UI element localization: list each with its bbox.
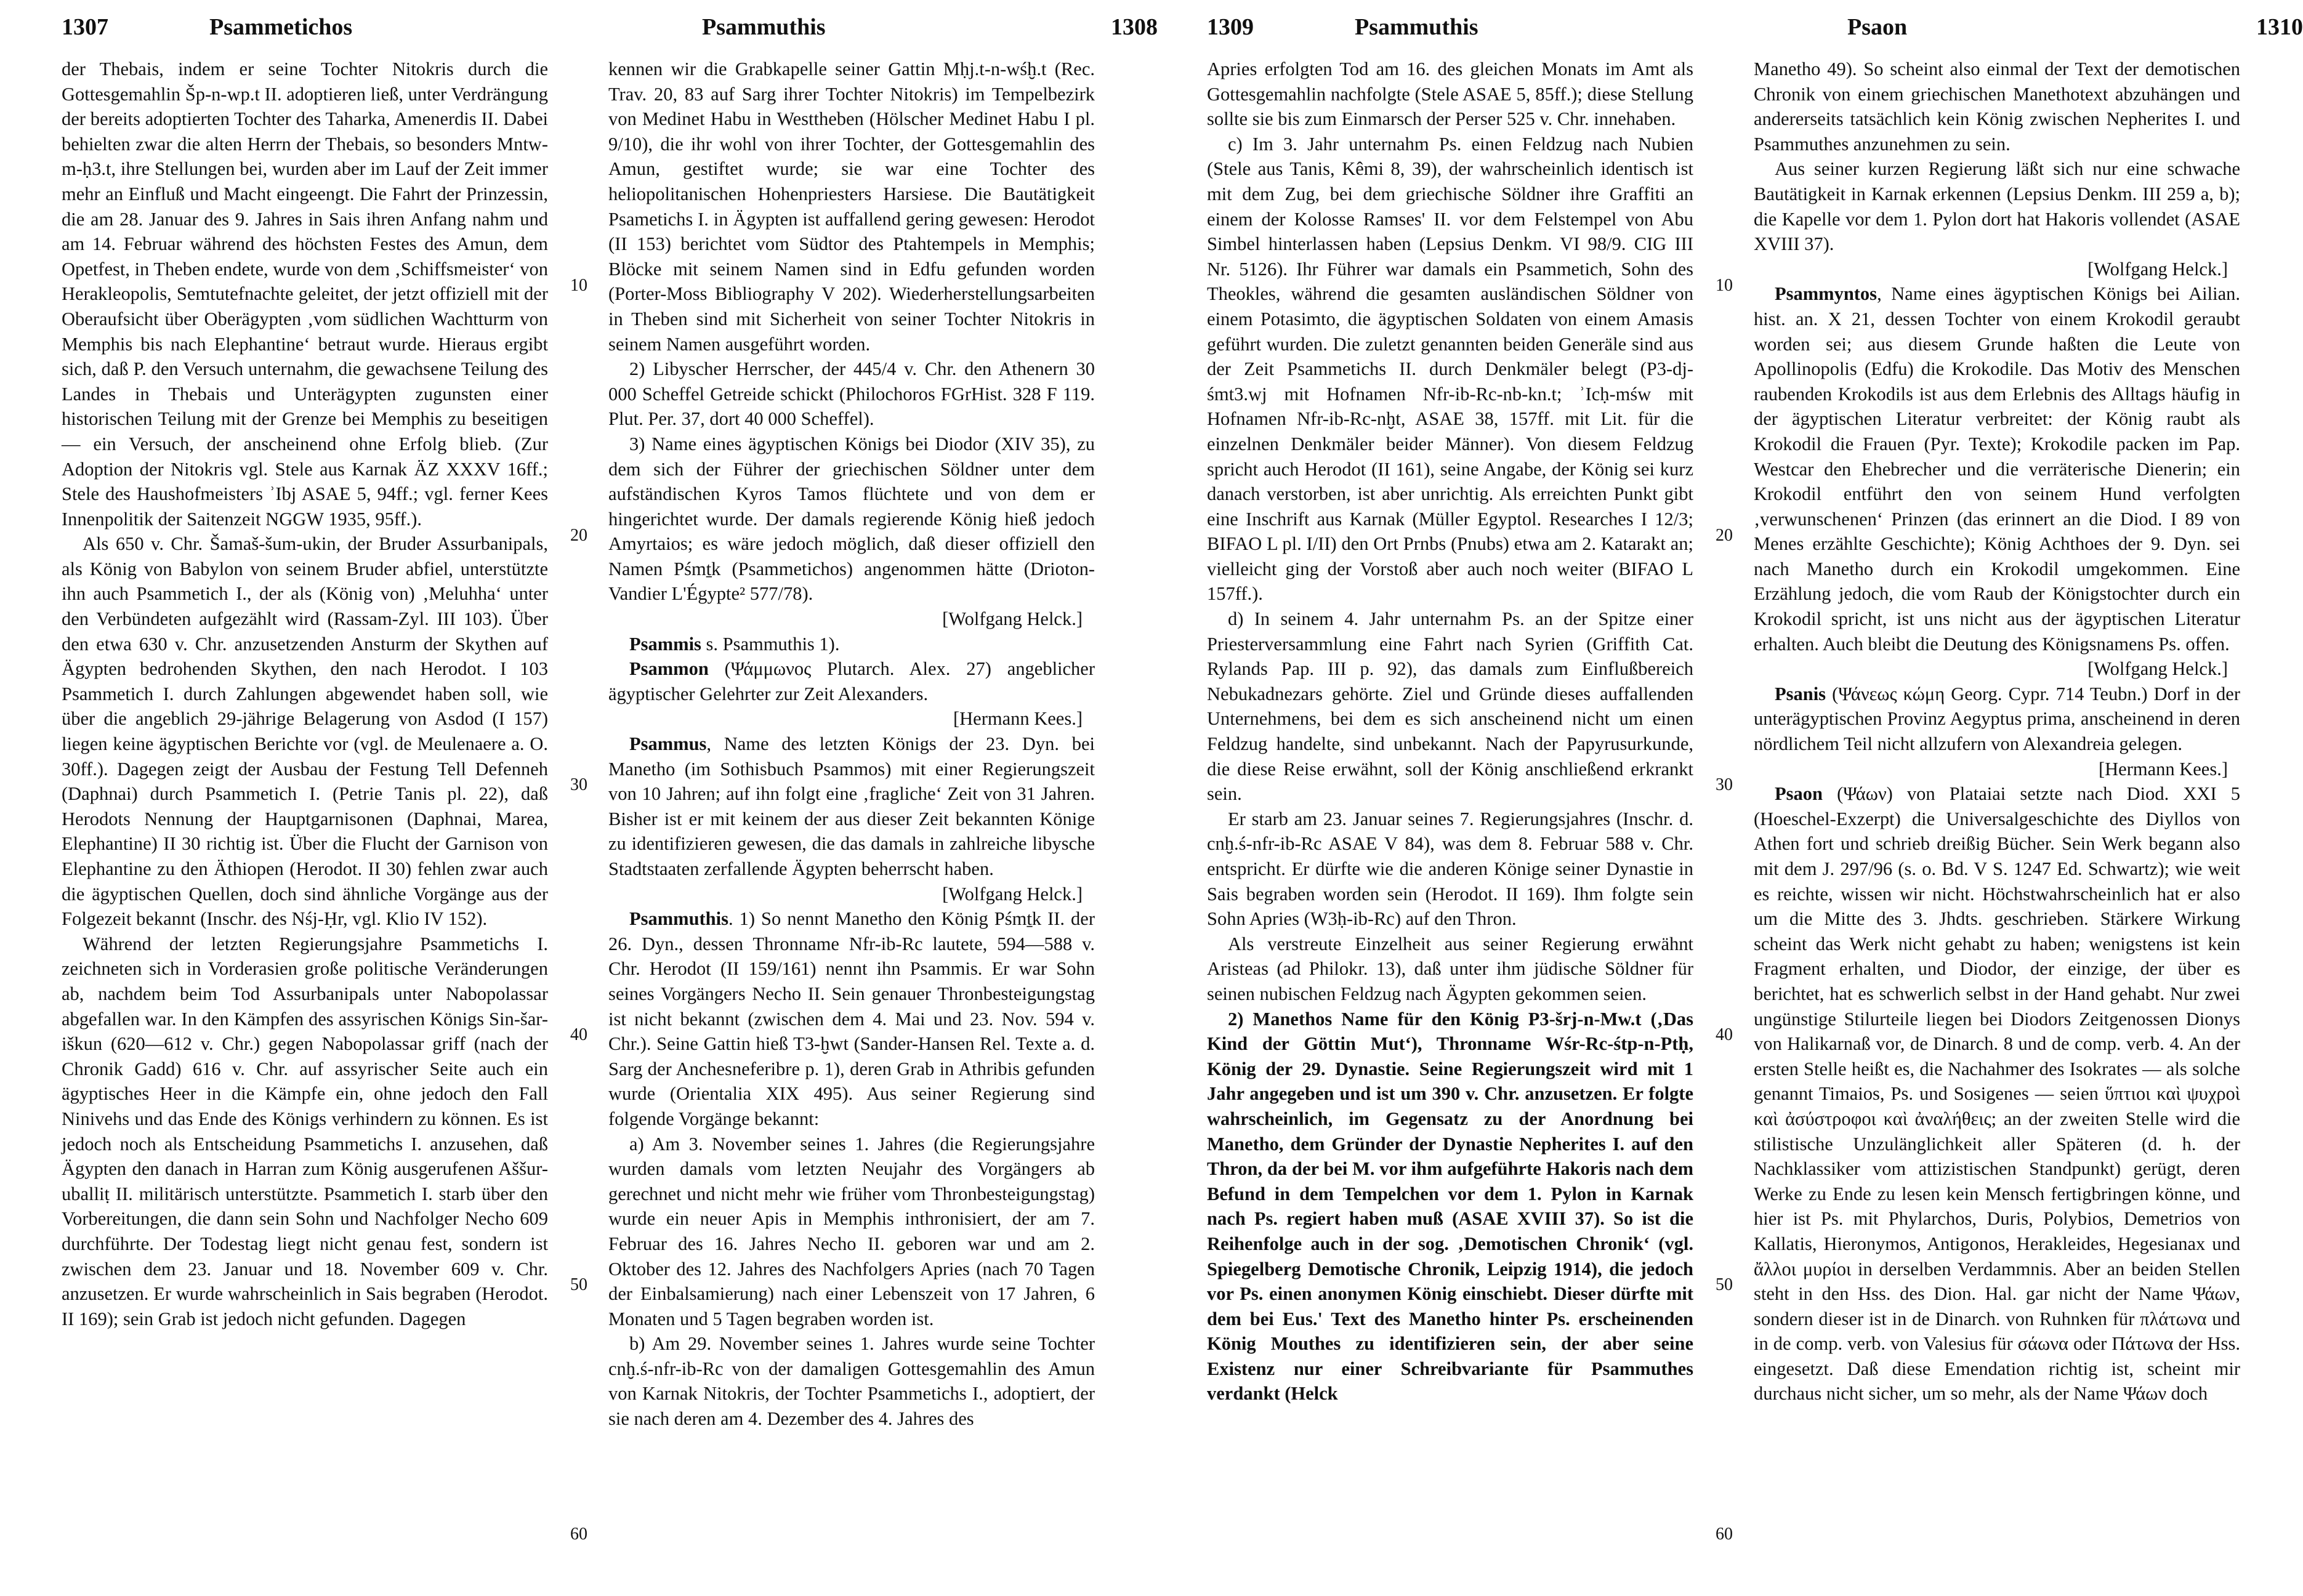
paragraph-text: Als 650 v. Chr. Šamaš-šum-ukin, der Bruder Assurbanipals, als König von Babylon von seinem Bruder abfiel, unterstützte ihn auch Psammetich I., der als (König von) ‚Meluhha‘ unter den Verbündeten aufgezählt wird (Rassam-Zyl. III 103). Über den etwa 630 v. Chr. anzusetzenden Ansturm der Skythen auf Ägypten bedrohenden Skythen, den nach Herodot. I 103 Psammetich I. durch Zahlungen abgewendet haben soll, wie über die angeblich 29-jährige Belagerung von Asdod (I 157) liegen keine ägyptischen Berichte vor (vgl. de Meulenaere a. O. 30ff.). Dagegen zeigt der Ausbau der Festung Tell Defenneh (Daphnai) durch Psammetich I. (Petrie Tanis pl. 22), daß Herodots Nennung der Hauptgarnisonen (Daphnai, Marea, Elephantine) II 30 richtig ist. Über die Flucht der Garnison von Elephantine zu den Äthiopen (Herodot. II 30) fehlen zwar auch die ägyptischen Quellen, doch sind ähnliche Vorgänge aus der Folgezeit bekannt (Inschr. des Nśj-Ḥr, vgl. Klio IV 152). (62, 533, 548, 930)
paragraph (608, 57, 1095, 357)
paragraph-text: der Thebais, indem er seine Tochter Nitokris durch die Gottesgemahlin Šp-n-wp.t II. adoptieren ließ, unter Verdrängung der bereits adoptierten Tochter des Taharka, Amenerdis II. Dabei behielten zwar die alten Herrn der Thebais, so besonders Mntw-m-ḥ3.t, ihre Stellungen bei, wurden aber im Lauf der Zeit immer mehr an Einfluß und Macht eingeengt. Die Fahrt der Prinzessin, die am 28. Januar des 9. Jahres in Sais ihren Anfang nahm und am 14. Februar während des höchsten Festes des Amun, dem Opetfest, in Theben endete, wurde von dem ‚Schiffsmeister‘ von Herakleopolis, Semtutefnachte geleitet, der jetzt offiziell mit der Oberaufsicht über Oberägypten ‚vom südlichen Wachtturm von Memphis bis nach Elephantine‘ betraut wurde. Hieraus ergibt sich, daß P. den Versuch unternahm, die gewachsene Teilung des Landes in Thebais und Unterägypten zugunsten einer historischen Teilung mit der Grenze bei Memphis zu beseitigen — ein Versuch, der anscheinend ohne Erfolg blieb. (Zur Adoption der Nitokris vgl. Stele aus Karnak ÄZ XXXV 16ff.; Stele des Haushofmeisters ʾIbj ASAE 5, 94ff.; vgl. ferner Kees Innenpolitik der Saitenzeit NGGW 1935, 95ff.). (62, 58, 548, 530)
paragraph (608, 357, 1095, 432)
line-number: 10 (1716, 276, 1733, 295)
lemma-headword: Psanis (1775, 683, 1826, 704)
right-page (1207, 0, 2303, 1596)
paragraph (1207, 807, 1693, 932)
paragraph (62, 531, 548, 932)
paragraph (1207, 57, 1693, 132)
paragraph (1207, 932, 1693, 1007)
paragraph (62, 932, 548, 1332)
left-page (62, 0, 1158, 1596)
lemma-headword: Psammon (629, 658, 709, 680)
lemma-headword: Psammis (629, 633, 701, 655)
paragraph-text: Psaon (Ψάων) von Plataiai setzte nach Diod. XXI 5 (Hoeschel-Exzerpt) die Universalgeschichte des Diyllos von Athen fort und schrieb dreißig Bücher. Sein Werk begann also mit dem J. 297/96 (s. o. Bd. V S. 1247 Ed. Schwartz); wie weit es reichte, wissen wir nicht. Höchstwahrscheinlich hat er also um die Mitte des 3. Jhdts. geschrieben. Stärkere Wirkung scheint das Werk nicht gehabt zu haben; wenigstens ist kein Fragment erhalten, und Diodor, der einzige, der über es berichtet, hat es schwerlich selbst in der Hand gehabt. Nur zwei ungünstige Stilurteile liegen bei Diodors Zeitgenossen Dionys von Halikarnaß vor, de Dinarch. 8 und de comp. verb. 4. An der ersten Stelle heißt es, die Nachahmer des Isokrates — als solche genannt Timaios, Ps. und Sosigenes — seien ὕπτιοι καὶ ψυχροὶ καὶ ἀσύστροφοι καὶ ἀναλήθεις; an der zweiten Stelle wird die stilistische Unzulänglichkeit aller Späteren (d. h. der Nachklassiker vom attizistischen Standpunkt) gerügt, deren Werke zu Ende zu lesen kein Mensch fertigbringen könne, und hier ist Ps. mit Phylarchos, Duris, Polybios, Demetrios von Kallatis, Hieronymos, Antigonos, Herakleides, Hegesianax und ἄλλοι μυρίοι in derselben Verdammnis. Aber an beiden Stellen steht in den Hss. des Dion. Hal. gar nicht der Name Ψάων, sondern dieser ist in de Dinarch. von Ruhnken für πλάτωνα und in de comp. verb. von Valesius für σάωνα oder Πάτωνα der Hss. eingesetzt. Daß diese Emendation richtig ist, scheint mir durchaus nicht sicher, um so mehr, als der Name Ψάων doch (1754, 783, 2240, 1405)
line-number: 50 (570, 1275, 587, 1294)
paragraph-text: 2) Libyscher Herrscher, der 445/4 v. Chr. den Athenern 30 000 Scheffel Getreide schickt (Philochoros FGrHist. 328 F 119. Plut. Per. 37, dort 40 000 Scheffel). (608, 358, 1095, 430)
line-number: 60 (1716, 1525, 1733, 1544)
paragraph-text: Psammon (Ψάμμωνος Plutarch. Alex. 27) angeblicher ägyptischer Gelehrter zur Zeit Alexanders. (608, 658, 1095, 704)
paragraph-text: Psanis (Ψάνεως κώμη Georg. Cypr. 714 Teubn.) Dorf in der unterägyptischen Provinz Aegyptus prima, anscheinend in deren nördlichem Teil nicht allzufern von Alexandreia gelegen. (1754, 683, 2240, 755)
paragraph (1207, 132, 1693, 607)
line-number-gutter (1700, 57, 1749, 1584)
lemma-entry (1754, 682, 2240, 781)
lemma-entry (608, 656, 1095, 732)
lemma-entry (608, 632, 1095, 657)
author-signature: [Wolfgang Helck.] (2087, 258, 2228, 280)
line-number: 30 (1716, 775, 1733, 794)
paragraph-text: kennen wir die Grabkapelle seiner Gattin Mḥj.t-n-wśḫ.t (Rec. Trav. 20, 83 auf Sarg ihrer Tochter Nitokris) im Tempelbezirk von Medinet Habu in Westtheben (Hölscher Medinet Habu I pl. 9/10), die ihr wohl von ihrer Tochter, der Gottesgemahlin des Amun, gestiftet wurde; sie war eine Tochter des heliopolitanischen Hohenpriesters Harsiese. Die Bautätigkeit Psametichs I. in Ägypten ist auffallend gering gewesen: Herodot (II 153) berichtet vom Südtor des Ptahtempels in Memphis; Blöcke mit seinem Namen sind in Edfu gefunden worden (Porter-Moss Bibliography V 202). Wiederherstellungsarbeiten in Theben sind mit Sicherheit von seiner Tochter Nitokris in seinem Namen ausgeführt worden. (608, 58, 1095, 355)
column-number-left: 1307 (62, 14, 108, 40)
lemma-headword: Psammus (629, 733, 707, 755)
paragraph-text: Während der letzten Regierungsjahre Psammetichs I. zeichneten sich in Vorderasien große politische Veränderungen ab, nachdem beim Tod Assurbanipals unter Nabopolassar abgefallen war. In den Kämpfen des assyrischen Königs Sin-šar-iškun (620—612 v. Chr.) gegen Nabopolassar griff (nach der Chronik Gadd) 616 v. Chr. auf assyrischer Seite auch ein ägyptisches Heer in die Kämpfe ein, ohne jedoch den Fall Ninivehs und das Ende des Königs verhindern zu können. Es ist jedoch noch als Entscheidung Psammetichs I. anzusehen, daß Ägypten den danach in Harran zum König ausgerufenen Aššur-uballiṭ II. militärisch unterstützte. Psammetich I. starb über den Vorbereitungen, die dann sein Sohn und Nachfolger Necho 609 durchführte. Der Todestag liegt nicht genau fest, sondern ist zwischen dem 23. Januar und 18. November 609 v. Chr. anzusetzen. Er wurde wahrscheinlich in Sais begraben (Herodot. II 169); sein Grab ist jedoch nicht gefunden. Dagegen (62, 933, 548, 1329)
paragraph-text: Aus seiner kurzen Regierung läßt sich nur eine schwache Bautätigkeit in Karnak erkennen (Lepsius Denkm. III 259 a, b); die Kapelle vor dem 1. Pylon dort hat Hakoris vollendet (ASAE XVIII 37). (1754, 158, 2240, 255)
line-number: 40 (570, 1025, 587, 1044)
paragraph-text: c) Im 3. Jahr unternahm Ps. einen Feldzug nach Nubien (Stele aus Tanis, Kêmi 8, 39), der wahrscheinlich identisch ist mit dem Zug, bei dem griechische Söldner ihre Graffiti an einem der Kolosse Ramses' II. vor dem Felstempel von Abu Simbel hinterlassen haben (Lepsius Denkm. VI 98/9. CIG III Nr. 5126). Ihr Führer war damals ein Psammetich, Sohn des Theokles, während die gesamten ausländischen Söldner von einem Potasimto, die ägyptischen Soldaten von einem Amasis geführt wurden. Die zuletzt genannten beiden Generäle sind aus der Zeit Psammetichs II. durch Denkmäler belegt (P3-dj-śmt3.wj mit Hofnamen Nfr-ib-Rc-nb-kn.t; ʾIcḥ-mśw mit Hofnamen Nfr-ib-Rc-nḫt, ASAE 38, 157ff. mit Lit. für die einzelnen Denkmäler beider Männer). Von diesem Feldzug spricht auch Herodot (II 161), seine Angabe, der König sei kurz danach verstorben, ist aber unrichtig. Als erreichten Punkt gibt eine Inschrift aus Karnak (Müller Egyptol. Researches I 12/3; BIFAO L pl. I/II) den Ort Prnbs (Pnubs) etwa am 2. Katarakt an; vielleicht ging der Vorstoß aber auch noch weiter (BIFAO L 157ff.). (1207, 133, 1693, 605)
line-number: 20 (570, 526, 587, 545)
paragraph-text: Manetho 49). So scheint also einmal der Text der demotischen Chronik von einem griechischen Manethotext abzuhängen und andererseits tatsächlich kein König zwischen Nepherites I. und Psammuthes anzunehmen zu sein. (1754, 58, 2240, 155)
right-page-header (1207, 14, 2303, 50)
line-number: 60 (570, 1525, 587, 1544)
paragraph-text: 3) Name eines ägyptischen Königs bei Diodor (XIV 35), zu dem sich der Führer der griechischen Söldner unter dem aufständischen Kyros Tamos flüchtete und von dem er hingerichtet wurde. Der damals regierende König hieß jedoch Amyrtaios; es wäre jedoch möglich, daß dieser offiziell den Namen Pśmṯk (Psammetichos) angenommen hätte (Drioton-Vandier L'Égypte² 577/78). (608, 433, 1095, 605)
line-number: 20 (1716, 526, 1733, 545)
column-number-left: 1309 (1207, 14, 1254, 40)
text-column (608, 57, 1095, 1584)
text-column (1754, 57, 2240, 1584)
paragraph-text: a) Am 3. November seines 1. Jahres (die Regierungsjahre wurden damals vom letzten Neujahr des Vorgängers ab gerechnet und nicht mehr wie früher vom Thronbesteigungstag) wurde ein neuer Apis in Memphis inthronisiert, der am 7. Februar des 16. Jahres Necho II. geboren war und am 2. Oktober des 12. Jahres des Nachfolgers Apries (nach 70 Tagen der Einbalsamierung) nach einer Lebenszeit von 17 Jahren, 6 Monaten und 5 Tagen begraben worden ist. (608, 1133, 1095, 1329)
paragraph-text: Als verstreute Einzelheit aus seiner Regierung erwähnt Aristeas (ad Philokr. 13), daß unter ihm jüdische Söldner für seinen nubischen Feldzug nach Ägypten gekommen seien. (1207, 933, 1693, 1004)
paragraph-text: d) In seinem 4. Jahr unternahm Ps. an der Spitze einer Priesterversammlung eine Fahrt nach Syrien (Griffith Cat. Rylands Pap. III p. 92), das damals zum Einflußbereich Nebukadnezars gehörte. Ziel und Gründe dieses auffallenden Unternehmens, bei dem es sich anscheinend nicht um einen Feldzug handelte, sind unbekannt. Nach der Papyrusurkunde, die diese Reise erwähnt, soll der König anschließend erkrankt sein. (1207, 608, 1693, 805)
paragraph (1207, 1007, 1693, 1407)
running-head-right: Psaon (1847, 14, 1908, 40)
lemma-entry (1754, 281, 2240, 682)
lemma-entry (1754, 781, 2240, 1406)
paragraph (1754, 57, 2240, 156)
paragraph-text: b) Am 29. November seines 1. Jahres wurde seine Tochter cnḫ.ś-nfr-ib-Rc von der damaligen Gottesgemahlin des Amun von Karnak Nitokris, der Tochter Psammetichs I., adoptiert, der sie nach deren am 4. Dezember des 4. Jahres des (608, 1333, 1095, 1430)
lemma-headword: Psaon (1775, 783, 1823, 805)
running-head-left: Psammetichos (209, 14, 353, 40)
line-number: 10 (570, 276, 587, 295)
running-head-left: Psammuthis (1355, 14, 1478, 40)
line-number: 40 (1716, 1025, 1733, 1044)
lemma-headword: Psammyntos (1775, 283, 1877, 305)
paragraph (62, 57, 548, 531)
column-number-right: 1308 (1111, 14, 1158, 40)
lemma-entry (608, 906, 1095, 1131)
lemma-entry (608, 732, 1095, 906)
paragraph-text: Apries erfolgten Tod am 16. des gleichen Monats im Amt als Gottesgemahlin nachfolgte (Stele ASAE 5, 85ff.); diese Stellung sollte sie bis zum Einmarsch der Perser 525 v. Chr. innehaben. (1207, 58, 1693, 130)
paragraph-text: Psammyntos, Name eines ägyptischen Königs bei Ailian. hist. an. X 21, dessen Tochter von einem Krokodil geraubt worden sei; aus diesem Grunde haßten die Leute von Apollinopolis (Edfu) die Krokodile. Das Motiv des Menschen raubenden Krokodils ist aus dem Erlebnis des Alltags häufig in der ägyptischen Literatur verbreitet: der König raubt als Krokodil die Frauen (Pyr. Texte); Krokodile packen im Pap. Westcar den Ehebrecher und die verräterische Dienerin; ein Krokodil entführt den von seinem Hund verfolgten ‚verwunschenen‘ Prinzen (das erinnert an die Diod. I 89 von Menes erzählte Geschichte); König Achthoes der 9. Dyn. sei nach Manetho durch ein Krokodil umgekommen. Eine Erzählung jedoch, die vom Raub der Königstochter durch ein Krokodil spricht, ist uns nicht aus der ägyptischen Literatur erhalten. Auch bleibt die Deutung des Königsnamens Ps. offen. (1754, 283, 2240, 655)
column-number-right: 1310 (2256, 14, 2303, 40)
author-signature: [Hermann Kees.] (2098, 758, 2228, 780)
author-signature: [Wolfgang Helck.] (942, 608, 1083, 630)
paragraph (608, 1132, 1095, 1332)
left-page-header (62, 14, 1158, 50)
paragraph-text: Er starb am 23. Januar seines 7. Regierungsjahres (Inschr. d. cnḫ.ś-nfr-ib-Rc ASAE V 84), was dem 8. Februar 588 v. Chr. entspricht. Er dürfte wie die anderen Könige seiner Dynastie in Sais begraben worden sein (Herodot. II 169). Ihm folgte sein Sohn Apries (W3ḥ-ib-Rc) auf den Thron. (1207, 808, 1693, 930)
author-signature: [Wolfgang Helck.] (942, 883, 1083, 905)
paragraph-text: 2) Manethos Name für den König P3-šrj-n-Mw.t (‚Das Kind der Göttin Mut‘), Thronname Wśr-Rc-śtp-n-Ptḥ, König der 29. Dynastie. Seine Regierungszeit wird mit 1 Jahr angegeben und ist um 390 v. Chr. anzusetzen. Er folgte wahrscheinlich, im Gegensatz zu der Anordnung bei Manetho, dem Gründer der Dynastie Nepherites I. auf den Thron, da der bei M. vor ihm aufgeführte Hakoris nach dem Befund in dem Tempelchen vor dem 1. Pylon in Karnak nach Ps. regiert haben muß (ASAE XVIII 37). So ist die Reihenfolge auch in der sog. ‚Demotischen Chronik‘ (vgl. Spiegelberg Demotische Chronik, Leipzig 1914), die jedoch vor Ps. einen anonymen König einschiebt. Dieser dürfte mit dem bei Eus.' Text des Manetho hinter Ps. erscheinenden König Mouthes zu identifizieren sein, der aber seine Existenz nur einer Schreibvariante für Psammuthes verdankt (Helck (1207, 1008, 1693, 1405)
paragraph (1207, 607, 1693, 807)
author-signature: [Hermann Kees.] (953, 708, 1083, 730)
author-signature: [Wolfgang Helck.] (2087, 658, 2228, 680)
line-number: 50 (1716, 1275, 1733, 1294)
lemma-headword: Psammuthis (629, 908, 728, 930)
running-head-right: Psammuthis (702, 14, 826, 40)
text-column (62, 57, 548, 1584)
line-number-gutter (554, 57, 603, 1584)
line-number: 30 (570, 775, 587, 794)
paragraph-text: Psammuthis. 1) So nennt Manetho den König Pśmṯk II. der 26. Dyn., dessen Thronname Nfr-ib-Rc lautete, 594—588 v. Chr. Herodot (II 159/161) nennt ihn Psammis. Er war Sohn seines Vorgängers Necho II. Sein genauer Thronbesteigungstag ist nicht bekannt (zwischen dem 4. Mai und 23. Nov. 594 v. Chr.). Seine Gattin hieß T3-ḫwt (Sander-Hansen Rel. Texte a. d. Sarg der Anchesneferibre p. 1), deren Grab in Athribis gefunden wurde (Orientalia XIX 495). Aus seiner Regierung sind folgende Vorgänge bekannt: (608, 908, 1095, 1129)
paragraph-text: Psammis s. Psammuthis 1). (629, 633, 840, 655)
paragraph-text: Psammus, Name des letzten Königs der 23. Dyn. bei Manetho (im Sothisbuch Psammos) mit einer Regierungszeit von 10 Jahren; auf ihn folgt eine ‚fragliche‘ Zeit von 31 Jahren. Bisher ist er mit keinem der aus dieser Zeit bekannten Könige zu identifizieren gewesen, die das damals in zahlreiche libysche Stadtstaaten zerfallende Ägypten beherrscht haben. (608, 733, 1095, 879)
paragraph (1754, 156, 2240, 281)
text-column (1207, 57, 1693, 1584)
paragraph (608, 1331, 1095, 1431)
paragraph (608, 432, 1095, 632)
